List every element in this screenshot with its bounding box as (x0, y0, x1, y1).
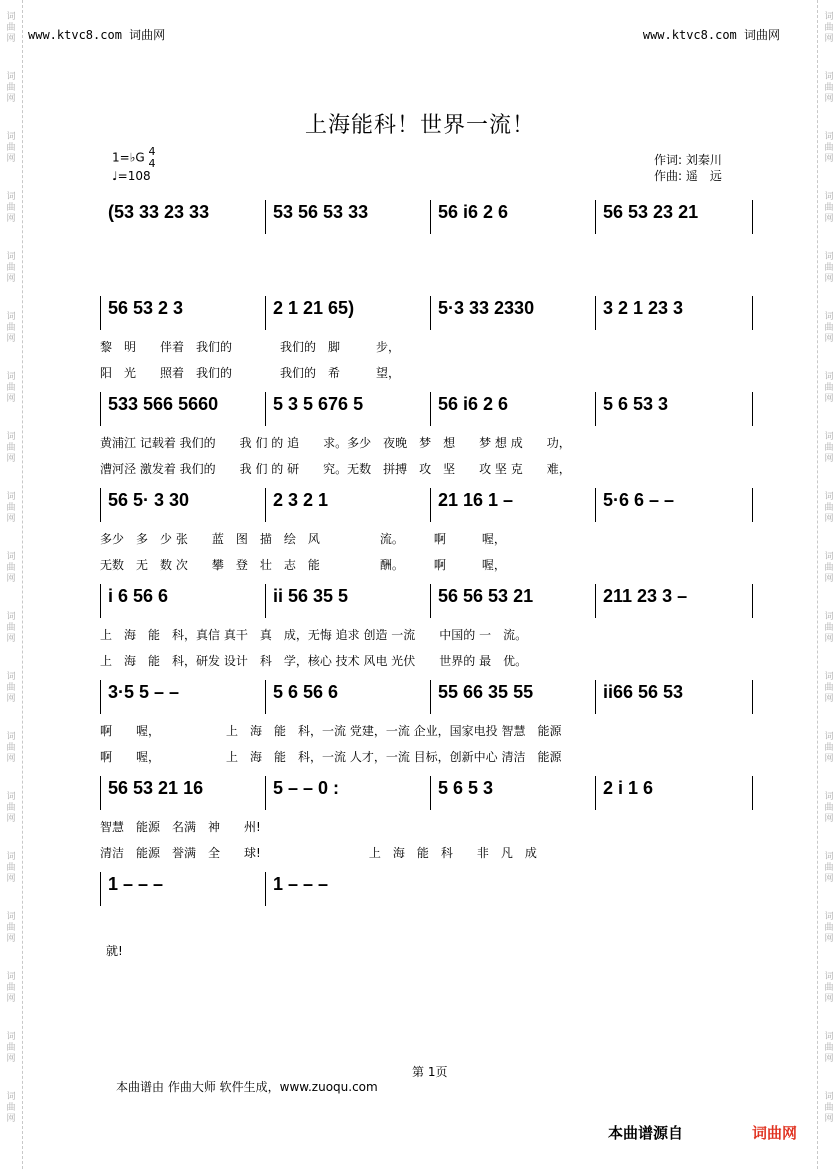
measure: 1 – – – (273, 874, 329, 894)
measure: 56 53 21 16 (108, 778, 204, 798)
watermark-glyphs: 词 曲 网 (824, 192, 834, 224)
measure: 533 566 5660 (108, 394, 219, 414)
watermark-glyphs: 词 曲 网 (824, 972, 834, 1004)
measure: 5 3 5 676 5 (273, 394, 364, 414)
watermark-glyphs: 词 曲 网 (6, 192, 16, 224)
lyric-line: 漕河泾 激发着 我们的 我 们 的 研 究。无数 拼搏 攻 坚 攻 坚 克 难， (100, 462, 571, 476)
time-bottom: 4 (148, 157, 156, 170)
barline (100, 296, 101, 330)
watermark-glyphs: 词 曲 网 (6, 252, 16, 284)
measure: 5·3 33 2330 (438, 298, 535, 318)
watermark-glyphs: 词 曲 网 (824, 852, 834, 884)
credits (654, 152, 722, 184)
barline (265, 584, 266, 618)
lyric-line: 上 海 能 科，真信 真干 真 成，无悔 追求 创造 一流 中国的 一 流。 (100, 628, 528, 642)
lyric-line: 啊 喔， 上 海 能 科，一流 党建，一流 企业，国家电投 智慧 能源 (100, 724, 562, 738)
measure: 56 53 23 21 (603, 202, 699, 222)
watermark-glyphs: 词 曲 网 (824, 12, 834, 44)
watermark-glyphs: 词 曲 网 (824, 792, 834, 824)
barline (752, 392, 753, 426)
measure: 3 2 1 23 3 (603, 298, 684, 318)
watermark-glyphs: 词 曲 网 (6, 1092, 16, 1124)
header-site-right[interactable]: www.ktvc8.com 词曲网 (642, 28, 780, 42)
barline (265, 872, 266, 906)
measure: 5 6 5 3 (438, 778, 494, 798)
key-label: 1=♭G (112, 150, 145, 165)
notes-line (100, 680, 760, 714)
watermark-glyphs: 词 曲 网 (6, 132, 16, 164)
watermark-glyphs: 词 曲 网 (824, 432, 834, 464)
measure: 56 56 53 21 (438, 586, 534, 606)
measure: 5 6 56 6 (273, 682, 339, 702)
lyric-line: 多少 多 少 张 蓝 图 描 绘 风 流。 啊 喔， (100, 532, 506, 546)
measure: (53 33 23 33 (108, 202, 210, 222)
barline (595, 200, 596, 234)
barline (430, 584, 431, 618)
barline (430, 488, 431, 522)
watermark-glyphs: 词 曲 网 (824, 492, 834, 524)
barline (595, 584, 596, 618)
watermark-glyphs: 词 曲 网 (824, 552, 834, 584)
lyric-line: 上 海 能 科，研发 设计 科 学，核心 技术 风电 光伏 世界的 最 优。 (100, 654, 528, 668)
barline (430, 296, 431, 330)
notes-line (100, 488, 760, 522)
lyricist: 作词: 刘秦川 (654, 153, 722, 167)
notes-line (100, 872, 760, 906)
notes-line (100, 584, 760, 618)
measure: 2 i 1 6 (603, 778, 654, 798)
watermark-glyphs: 词 曲 网 (6, 492, 16, 524)
watermark-glyphs: 词 曲 网 (824, 252, 834, 284)
barline (100, 392, 101, 426)
barline (265, 200, 266, 234)
source-site[interactable]: 词曲网 (752, 1124, 798, 1142)
barline (100, 776, 101, 810)
watermark-glyphs: 词 曲 网 (824, 1092, 834, 1124)
barline (430, 680, 431, 714)
measure: 56 5· 3 30 (108, 490, 190, 510)
measure: 211 23 3 – (603, 586, 688, 606)
watermark-glyphs: 词 曲 网 (6, 432, 16, 464)
watermark-glyphs: 词 曲 网 (824, 612, 834, 644)
source-label: 本曲谱源自 (608, 1124, 684, 1142)
barline (100, 680, 101, 714)
measure: 56 i6 2 6 (438, 394, 509, 414)
measure: 53 56 53 33 (273, 202, 369, 222)
watermark-glyphs: 词 曲 网 (824, 132, 834, 164)
watermark-glyphs: 词 曲 网 (824, 312, 834, 344)
measure: 3·5 5 – – (108, 682, 180, 702)
time-top: 4 (148, 145, 156, 158)
watermark-glyphs: 词 曲 网 (6, 912, 16, 944)
measure: 5 – – 0 : (273, 778, 340, 798)
barline (752, 776, 753, 810)
measure: 5·6 6 – – (603, 490, 675, 510)
notes-line (100, 776, 760, 810)
watermark-glyphs: 词 曲 网 (6, 72, 16, 104)
barline (595, 488, 596, 522)
watermark-glyphs: 词 曲 网 (6, 1032, 16, 1064)
barline (265, 488, 266, 522)
barline (265, 296, 266, 330)
barline (430, 200, 431, 234)
barline (752, 488, 753, 522)
page-number: 第 1页 (412, 1065, 448, 1079)
watermark-glyphs: 词 曲 网 (824, 912, 834, 944)
song-title: 上海能科！世界一流！ (304, 113, 535, 138)
barline (595, 776, 596, 810)
key-signature (112, 146, 155, 183)
watermark-glyphs: 词 曲 网 (824, 372, 834, 404)
lyric-line: 黄浦江 记载着 我们的 我 们 的 追 求。多少 夜晚 梦 想 梦 想 成 功， (100, 436, 571, 450)
watermark-glyphs: 词 曲 网 (6, 612, 16, 644)
generator-note: 本曲谱由 作曲大师 软件生成，www.zuoqu.com (116, 1080, 378, 1094)
barline (265, 392, 266, 426)
barline (100, 488, 101, 522)
watermark-glyphs: 词 曲 网 (6, 972, 16, 1004)
watermark-glyphs: 词 曲 网 (6, 372, 16, 404)
measure: i 6 56 6 (108, 586, 169, 606)
lyric-line: 阳 光 照着 我们的 我们的 希 望， (100, 366, 401, 380)
lyric-line: 啊 喔， 上 海 能 科，一流 人才，一流 目标，创新中心 清洁 能源 (100, 750, 562, 764)
watermark-glyphs: 词 曲 网 (6, 852, 16, 884)
measure: 56 i6 2 6 (438, 202, 509, 222)
measure: 5 6 53 3 (603, 394, 669, 414)
watermark-glyphs: 词 曲 网 (6, 552, 16, 584)
barline (752, 200, 753, 234)
barline (265, 776, 266, 810)
lyric-line: 黎 明 伴着 我们的 我们的 脚 步， (100, 340, 401, 354)
barline (595, 680, 596, 714)
barline (752, 584, 753, 618)
measure: 2 3 2 1 (273, 490, 329, 510)
lyric-line: 无数 无 数 次 攀 登 壮 志 能 酬。 啊 喔， (100, 558, 506, 572)
barline (595, 392, 596, 426)
notes-line (100, 392, 760, 426)
watermark-glyphs: 词 曲 网 (824, 732, 834, 764)
notes-line (100, 200, 760, 234)
measure: 55 66 35 55 (438, 682, 534, 702)
header-site-left[interactable]: www.ktvc8.com 词曲网 (28, 28, 166, 42)
barline (752, 296, 753, 330)
watermark-glyphs: 词 曲 网 (824, 1032, 834, 1064)
watermark-glyphs: 词 曲 网 (6, 12, 16, 44)
watermark-glyphs: 词 曲 网 (6, 312, 16, 344)
lyric-line: 智慧 能源 名满 神 州! (100, 820, 261, 834)
barline (100, 872, 101, 906)
watermark-glyphs: 词 曲 网 (6, 672, 16, 704)
measure: ii 56 35 5 (273, 586, 349, 606)
tempo-mark: ♩=108 (112, 169, 151, 183)
watermark-glyphs: 词 曲 网 (6, 792, 16, 824)
measure: 56 53 2 3 (108, 298, 184, 318)
lyric-line: 清洁 能源 誉满 全 球! 上 海 能 科 非 凡 成 (100, 846, 537, 860)
barline (752, 680, 753, 714)
measure: 21 16 1 – (438, 490, 514, 510)
barline (265, 680, 266, 714)
barline (430, 776, 431, 810)
composer: 作曲: 遥 远 (654, 169, 722, 183)
measure: ii66 56 53 (603, 682, 684, 702)
watermark-glyphs: 词 曲 网 (824, 672, 834, 704)
notes-line (100, 296, 760, 330)
measure: 2 1 21 65) (273, 298, 355, 318)
barline (595, 296, 596, 330)
barline (100, 584, 101, 618)
watermark-glyphs: 词 曲 网 (824, 72, 834, 104)
barline (430, 392, 431, 426)
watermark-glyphs: 词 曲 网 (6, 732, 16, 764)
measure: 1 – – – (108, 874, 164, 894)
coda-lyric: 就! (106, 944, 123, 958)
